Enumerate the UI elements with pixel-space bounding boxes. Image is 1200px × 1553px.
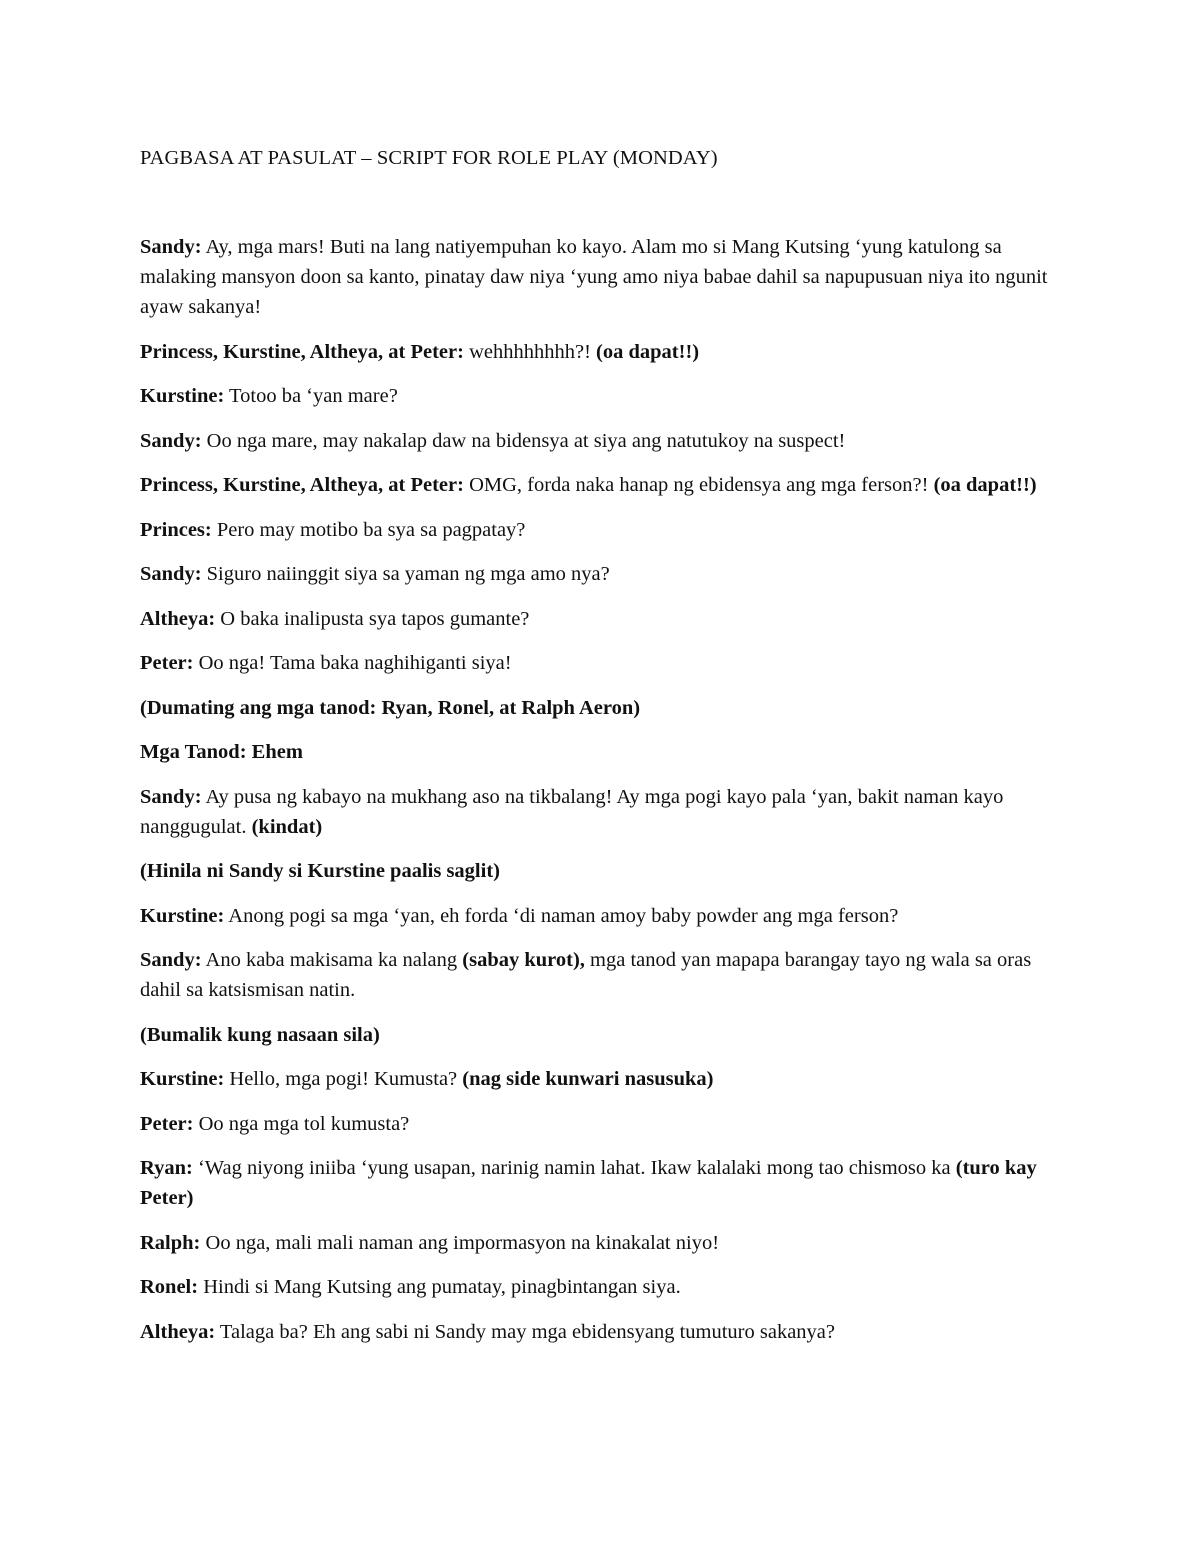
dialogue-line [140,856,1060,886]
speaker-name: Sandy: [140,785,202,808]
speaker-name: Altheya: [140,607,216,630]
dialogue-text: Oo nga mare, may nakalap daw na bidensya at siya ang natutukoy na suspect! [201,429,846,452]
stage-direction: (oa dapat!!) [933,474,1037,496]
dialogue-line [140,1153,1060,1213]
speaker-name: Kurstine: [140,904,225,927]
dialogue-text: OMG, forda naka hanap ng ebidensya ang mga ferson?! [463,474,934,496]
dialogue-line [140,782,1060,842]
dialogue-line [140,945,1060,1005]
speaker-name: Sandy: [140,563,202,585]
speaker-name: Princess, Kurstine, Altheya, at Peter: [140,340,464,363]
dialogue-line [140,426,1060,456]
dialogue-text: Talaga ba? Eh ang sabi ni Sandy may mga ebidensyang tumuturo sakanya? [215,1320,836,1343]
dialogue-line [140,232,1060,322]
dialogue-line [140,1109,1060,1139]
dialogue-line [140,470,1060,500]
dialogue-line [140,901,1060,931]
dialogue-text: Hindi si Mang Kutsing ang pumatay, pinagbintangan siya. [198,1276,681,1298]
speaker-name: Princess, Kurstine, Altheya, at Peter: [140,474,464,496]
stage-direction: (oa dapat!!) [596,340,700,363]
dialogue-line [140,337,1060,367]
speaker-name: Sandy: [140,949,202,971]
dialogue-line [140,737,1060,767]
dialogue-line [140,693,1060,723]
dialogue-line [140,515,1060,545]
dialogue-text: Ano kaba makisama ka nalang [201,949,463,971]
speaker-name: Princes: [140,518,212,541]
dialogue-text: ‘Wag niyong iniiba ‘yung usapan, narinig namin lahat. Ikaw kalalaki mong tao chismoso ka [192,1157,956,1179]
dialogue-line [140,648,1060,678]
dialogue-text: Pero may motibo ba sya sa pagpatay? [211,518,526,541]
document-title: PAGBASA AT PASULAT – SCRIPT FOR ROLE PLAY (MONDAY) [140,147,718,169]
stage-direction: (sabay kurot), [462,949,585,971]
dialogue-line [140,381,1060,411]
script-body [140,232,1060,1361]
speaker-name: Peter: [140,1112,194,1135]
speaker-name: Ronel: [140,1276,199,1298]
dialogue-text: Oo nga! Tama baka naghihiganti siya! [193,652,512,674]
speaker-name: (Dumating ang mga tanod: Ryan, Ronel, at Ralph Aeron) [140,696,641,719]
speaker-name: (Hinila ni Sandy si Kurstine paalis saglit) [140,860,500,882]
dialogue-text: Oo nga mga tol kumusta? [193,1112,410,1135]
dialogue-line [140,1272,1060,1302]
dialogue-text: Oo nga, mali mali naman ang impormasyon na kinakalat niyo! [200,1231,720,1254]
speaker-name: Mga Tanod: Ehem [140,741,303,763]
speaker-name: Altheya: [140,1320,216,1343]
dialogue-line [140,1228,1060,1258]
speaker-name: Sandy: [140,429,202,452]
dialogue-line [140,1317,1060,1347]
speaker-name: Ryan: [140,1157,193,1179]
dialogue-text: O baka inalipusta sya tapos gumante? [215,607,530,630]
speaker-name: Kurstine: [140,1068,225,1090]
dialogue-text: Hello, mga pogi! Kumusta? [224,1068,463,1090]
dialogue-text: wehhhhhhhh?! [463,340,597,363]
dialogue-text: Anong pogi sa mga ‘yan, eh forda ‘di naman amoy baby powder ang mga ferson? [224,904,899,927]
speaker-name: Kurstine: [140,385,225,407]
dialogue-line [140,1020,1060,1050]
dialogue-text: Ay, mga mars! Buti na lang natiyempuhan ko kayo. Alam mo si Mang Kutsing ‘yung katulong sa malaking mansyon doon sa kanto, pinatay daw niya ‘yung amo niya babae dahil sa napupusuan niya ito ngunit ayaw sakanya! [140,236,1048,318]
speaker-name: Sandy: [140,236,202,258]
speaker-name: Peter: [140,652,194,674]
dialogue-text: Siguro naiinggit siya sa yaman ng mga amo nya? [201,563,610,585]
speaker-name: (Bumalik kung nasaan sila) [140,1023,380,1046]
dialogue-text: Ay pusa ng kabayo na mukhang aso na tikbalang! Ay mga pogi kayo pala ‘yan, bakit naman kayo nanggugulat. [140,785,1004,838]
dialogue-text: Totoo ba ‘yan mare? [224,385,398,407]
dialogue-line [140,1064,1060,1094]
speaker-name: Ralph: [140,1231,201,1254]
stage-direction: (turo kay Peter) [140,1157,1037,1209]
stage-direction: (kindat) [251,815,323,838]
stage-direction: (nag side kunwari nasusuka) [462,1068,714,1090]
dialogue-line [140,604,1060,634]
dialogue-line [140,559,1060,589]
dialogue-text-continued: mga tanod yan mapapa barangay tayo ng wala sa oras dahil sa katsismisan natin. [140,949,1032,1001]
